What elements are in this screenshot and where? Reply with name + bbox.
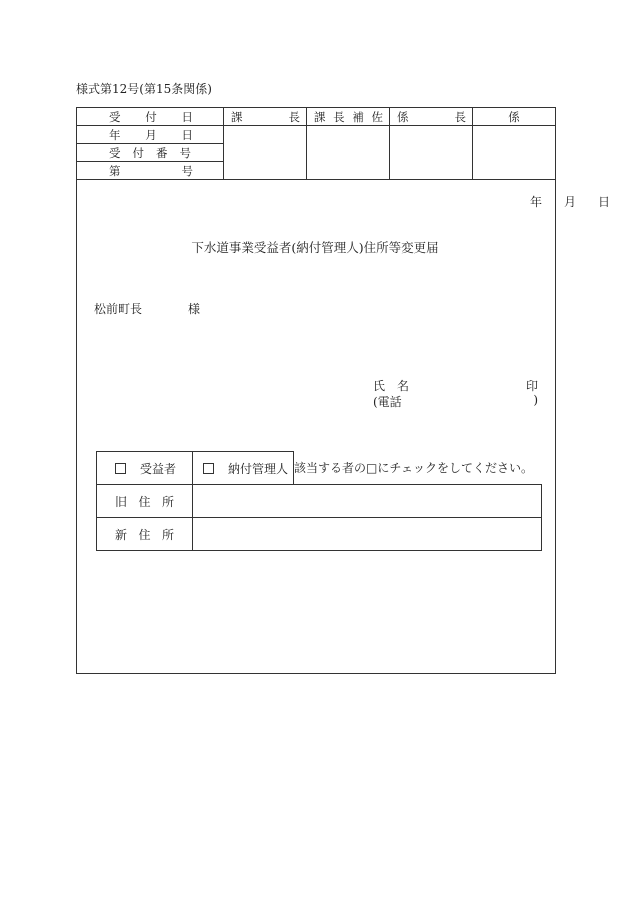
- option-beneficiary[interactable]: 受益者: [97, 452, 193, 485]
- seal-label: 印: [525, 379, 538, 393]
- option-payment-manager[interactable]: 納付管理人: [193, 452, 294, 485]
- payment-manager-checkbox[interactable]: [203, 463, 214, 474]
- deputy-chief-seal-box[interactable]: [307, 126, 390, 180]
- address-change-table: [96, 451, 542, 551]
- applicant-phone-field[interactable]: [373, 393, 538, 410]
- name-label: 氏 名: [373, 379, 410, 393]
- month-label: 月: [563, 195, 576, 209]
- form-title: 下水道事業受益者(納付管理人)住所等変更届: [191, 240, 439, 255]
- form-number: 様式第12号(第15条関係): [76, 82, 212, 96]
- date-cell[interactable]: 年 月 日: [77, 126, 224, 144]
- old-address-input[interactable]: [193, 485, 542, 518]
- staff-header: 係: [473, 108, 556, 126]
- subsection-chief-header: 係 長: [390, 108, 473, 126]
- beneficiary-checkbox[interactable]: [115, 463, 126, 474]
- addressee-honorific: 様: [188, 302, 201, 316]
- section-chief-header: 課 長: [224, 108, 307, 126]
- new-address-input[interactable]: [193, 518, 542, 551]
- addressee: [94, 300, 200, 317]
- submission-date[interactable]: [530, 193, 610, 210]
- old-address-label: 旧 住 所: [97, 485, 193, 518]
- deputy-chief-header: 課 長 補 佐: [307, 108, 390, 126]
- applicant-name-field[interactable]: [373, 377, 538, 394]
- new-address-label: 新 住 所: [97, 518, 193, 551]
- day-label: 日: [597, 195, 610, 209]
- phone-close: ): [533, 393, 538, 407]
- number-cell[interactable]: 第 号: [77, 162, 224, 180]
- checkbox-notice: 該当する者の□にチェックをしてください。: [294, 461, 533, 476]
- year-label: 年: [529, 195, 542, 209]
- staff-seal-box[interactable]: [473, 126, 556, 180]
- section-chief-seal-box[interactable]: [224, 126, 307, 180]
- subsection-chief-seal-box[interactable]: [390, 126, 473, 180]
- phone-label: (電話: [373, 395, 402, 409]
- receipt-table: [76, 107, 556, 180]
- received-date-label: 受 付 日: [77, 108, 224, 126]
- receipt-number-label: 受 付 番 号: [77, 144, 224, 162]
- addressee-name: 松前町長: [94, 302, 143, 316]
